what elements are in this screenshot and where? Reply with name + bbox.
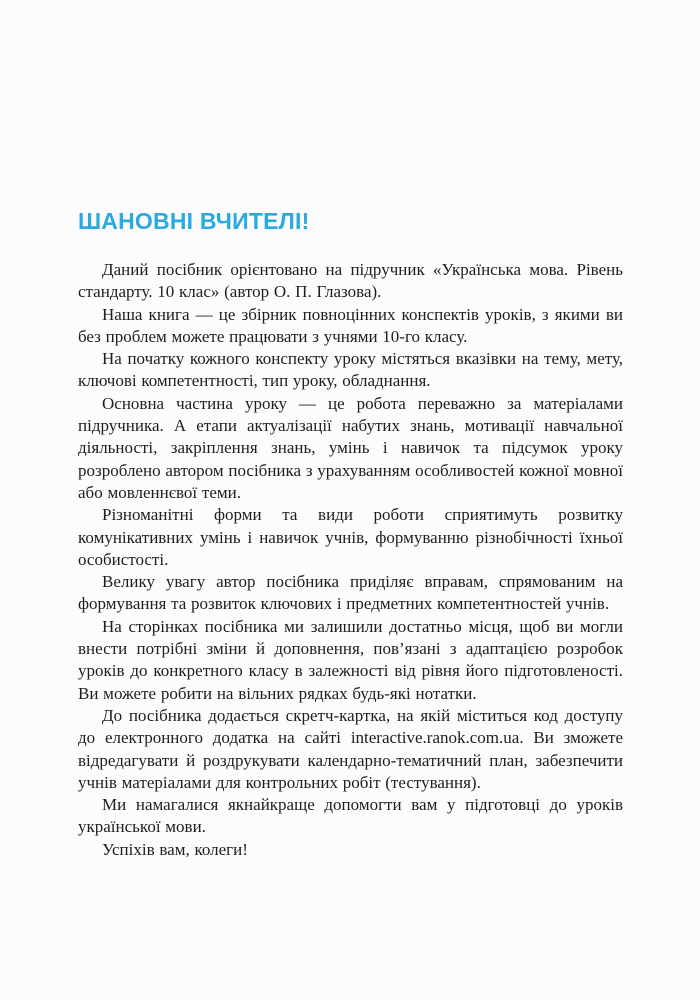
paragraph: До посібника додається скретч-картка, на якій міститься код доступу до електронного додатка на сайті interactive.ranok.com.ua. Ви зможете відредагувати й роздрукувати календарно-тематичний план, забезпечити учнів матеріалами для контрольних робіт (тестування). xyxy=(78,705,623,792)
paragraph: На початку кожного конспекту уроку містяться вказівки на тему, мету, ключові компетентності, тип уроку, обладнання. xyxy=(78,349,623,391)
paragraph: Основна частина уроку — це робота переважно за матеріалами підручника. А етапи актуалізації набутих знань, мотивації навчальної діяльності, закріплення знань, умінь і навичок та підсумок уроку розроблено автором посібника з урахуванням особливостей кожної мовної або мовленнєвої теми. xyxy=(78,393,623,502)
paragraph: Різноманітні форми та види роботи сприятимуть розвитку комунікативних умінь і навичок учнів, формуванню різнобічності їхньої особистості. xyxy=(78,505,623,569)
paragraph: Успіхів вам, колеги! xyxy=(102,839,248,859)
page-content xyxy=(78,208,623,861)
paragraph: Велику увагу автор посібника приділяє вправам, спрямованим на формування та розвиток ключових і предметних компетентностей учнів. xyxy=(78,572,623,614)
paragraph: На сторінках посібника ми залишили достатньо місця, щоб ви могли внести потрібні зміни й доповнення, пов’язані з адаптацією розробок уроків до конкретного класу в залежності від рівня його підготовленості. Ви можете робити на вільних рядках будь-які нотатки. xyxy=(78,616,623,703)
paragraph: Наша книга — це збірник повноцінних конспектів уроків, з якими ви без проблем можете працювати з учнями 10-го класу. xyxy=(78,304,623,346)
paragraph: Ми намагалися якнайкраще допомогти вам у підготовці до уроків української мови. xyxy=(78,795,623,837)
paragraph: Даний посібник орієнтовано на підручник «Українська мова. Рівень стандарту. 10 клас» (автор О. П. Глазова). xyxy=(78,260,623,302)
preface-text xyxy=(78,259,623,861)
page-title: ШАНОВНІ ВЧИТЕЛІ! xyxy=(78,208,310,234)
